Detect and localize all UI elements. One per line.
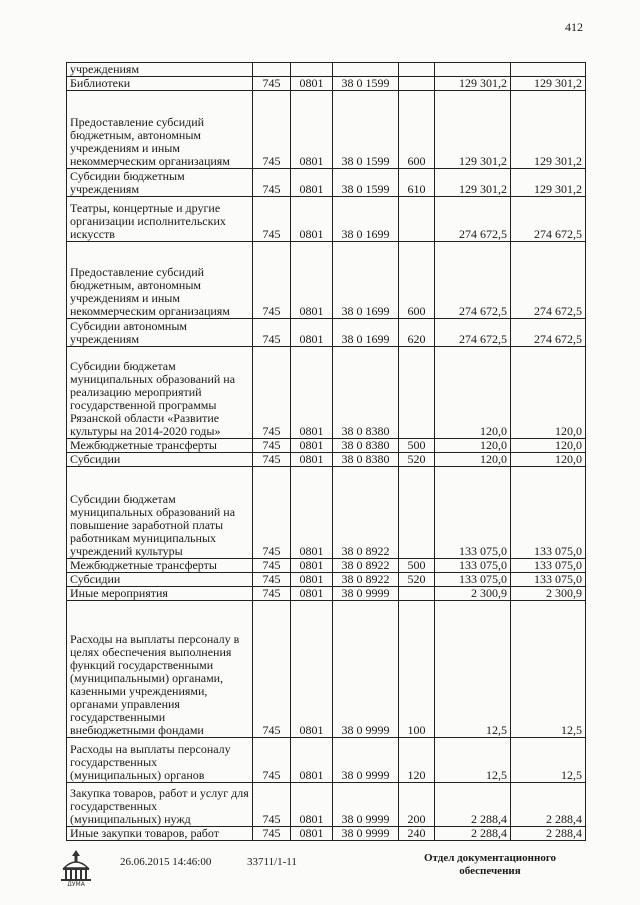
cell-csr: 38 0 8380 [333,439,399,453]
cell-rz: 0801 [291,783,333,827]
footer-department-line2: обеспечения [459,865,521,877]
cell-sum-2015: 2 300,9 [435,587,511,601]
cell-vr: 600 [399,242,435,319]
cell-rz: 0801 [291,738,333,783]
cell-sum-2015: 12,5 [435,738,511,783]
cell-ved: 745 [253,439,291,453]
cell-ved: 745 [253,91,291,169]
cell-rz: 0801 [291,601,333,738]
cell-name: Субсидии бюджетам муниципальных образований на реализацию мероприятий государственной программы Рязанской области «Развитие культуры на 2014-2020 годы» [67,347,253,439]
cell-ved: 745 [253,453,291,467]
cell-rz: 0801 [291,573,333,587]
cell-sum-2015: 12,5 [435,601,511,738]
cell-sum-total [511,63,586,77]
cell-sum-2015: 129 301,2 [435,77,511,91]
cell-rz: 0801 [291,347,333,439]
cell-ved: 745 [253,601,291,738]
cell-sum-total: 274 672,5 [511,319,586,347]
cell-sum-2015: 129 301,2 [435,169,511,197]
cell-vr: 520 [399,573,435,587]
cell-name: Расходы на выплаты персоналу в целях обеспечения выполнения функций государственными (муниципальными) органами, казенными учреждениями, органами управления государственными внебюджетными фондами [67,601,253,738]
cell-sum-total: 2 288,4 [511,827,586,841]
cell-rz: 0801 [291,242,333,319]
cell-sum-2015: 274 672,5 [435,242,511,319]
cell-name: Субсидии бюджетным учреждениям [67,169,253,197]
cell-sum-total: 133 075,0 [511,467,586,559]
cell-csr: 38 0 9999 [333,587,399,601]
cell-vr: 100 [399,601,435,738]
table-row [67,63,586,77]
cell-sum-total: 120,0 [511,347,586,439]
cell-ved: 745 [253,169,291,197]
cell-name: Предоставление субсидий бюджетным, автономным учреждениям и иным некоммерческим организациям [67,91,253,169]
cell-sum-2015: 274 672,5 [435,197,511,242]
emblem-label: ДУМА [67,881,85,886]
cell-sum-total: 133 075,0 [511,573,586,587]
cell-name: Субсидии [67,453,253,467]
cell-name: Межбюджетные трансферты [67,439,253,453]
cell-name: Иные закупки товаров, работ [67,827,253,841]
cell-rz: 0801 [291,169,333,197]
table-row [67,319,586,347]
cell-csr: 38 0 1599 [333,77,399,91]
cell-ved: 745 [253,827,291,841]
cell-sum-2015 [435,63,511,77]
cell-vr [399,467,435,559]
cell-sum-2015: 120,0 [435,439,511,453]
cell-name: Субсидии бюджетам муниципальных образований на повышение заработной платы работникам муниципальных учреждений культуры [67,467,253,559]
cell-sum-total: 133 075,0 [511,559,586,573]
table-row [67,467,586,559]
cell-sum-2015: 120,0 [435,453,511,467]
cell-rz [291,63,333,77]
cell-rz: 0801 [291,559,333,573]
cell-csr: 38 0 1699 [333,197,399,242]
cell-csr: 38 0 8922 [333,467,399,559]
cell-ved: 745 [253,573,291,587]
page-number: 412 [565,20,583,34]
cell-sum-2015: 120,0 [435,347,511,439]
table-row [67,169,586,197]
cell-csr: 38 0 1599 [333,91,399,169]
cell-sum-total: 120,0 [511,453,586,467]
cell-csr: 38 0 9999 [333,783,399,827]
cell-sum-2015: 2 288,4 [435,827,511,841]
cell-csr: 38 0 8922 [333,573,399,587]
cell-sum-total: 274 672,5 [511,242,586,319]
cell-ved: 745 [253,559,291,573]
cell-vr [399,63,435,77]
cell-sum-total: 129 301,2 [511,91,586,169]
cell-vr: 500 [399,559,435,573]
cell-sum-2015: 133 075,0 [435,573,511,587]
cell-sum-2015: 274 672,5 [435,319,511,347]
cell-sum-2015: 129 301,2 [435,91,511,169]
cell-rz: 0801 [291,197,333,242]
cell-csr: 38 0 9999 [333,601,399,738]
table-row [67,242,586,319]
cell-ved: 745 [253,242,291,319]
cell-vr: 610 [399,169,435,197]
footer-doc-number: 33711/1-11 [247,856,297,868]
cell-vr: 120 [399,738,435,783]
cell-rz: 0801 [291,91,333,169]
cell-sum-total: 12,5 [511,738,586,783]
cell-ved: 745 [253,77,291,91]
cell-rz: 0801 [291,827,333,841]
cell-vr: 520 [399,453,435,467]
cell-name: Театры, концертные и другие организации исполнительских искусств [67,197,253,242]
cell-vr [399,197,435,242]
cell-name: Расходы на выплаты персоналу государственных (муниципальных) органов [67,738,253,783]
cell-csr: 38 0 1599 [333,169,399,197]
cell-vr: 240 [399,827,435,841]
cell-rz: 0801 [291,453,333,467]
cell-vr [399,77,435,91]
cell-rz: 0801 [291,319,333,347]
table-row [67,559,586,573]
table-row [67,601,586,738]
cell-csr: 38 0 9999 [333,827,399,841]
cell-rz: 0801 [291,467,333,559]
table-row [67,347,586,439]
footer-department [410,852,570,878]
footer-department-line1: Отдел документационного [423,852,557,864]
cell-name: Закупка товаров, работ и услуг для государственных (муниципальных) нужд [67,783,253,827]
cell-sum-total: 2 288,4 [511,783,586,827]
cell-ved: 745 [253,783,291,827]
cell-csr: 38 0 8380 [333,347,399,439]
cell-csr: 38 0 1699 [333,319,399,347]
cell-vr [399,587,435,601]
budget-table [66,62,586,841]
footer-datetime: 26.06.2015 14:46:00 [120,856,212,868]
cell-name: учреждениям [67,63,253,77]
budget-table-body [67,63,586,841]
cell-ved: 745 [253,587,291,601]
cell-rz: 0801 [291,587,333,601]
cell-ved: 745 [253,738,291,783]
table-row [67,439,586,453]
cell-name: Библиотеки [67,77,253,91]
table-row [67,573,586,587]
cell-rz: 0801 [291,439,333,453]
cell-csr: 38 0 8922 [333,559,399,573]
table-row [67,77,586,91]
table-row [67,197,586,242]
cell-csr [333,63,399,77]
cell-vr: 200 [399,783,435,827]
cell-name: Предоставление субсидий бюджетным, автономным учреждениям и иным некоммерческим организациям [67,242,253,319]
cell-ved: 745 [253,197,291,242]
cell-vr [399,347,435,439]
cell-name: Иные мероприятия [67,587,253,601]
cell-name: Субсидии [67,573,253,587]
cell-ved: 745 [253,467,291,559]
table-row [67,738,586,783]
duma-emblem-icon [58,848,94,886]
cell-rz: 0801 [291,77,333,91]
table-row [67,91,586,169]
cell-sum-total: 129 301,2 [511,169,586,197]
cell-sum-total: 12,5 [511,601,586,738]
cell-vr: 500 [399,439,435,453]
cell-csr: 38 0 9999 [333,738,399,783]
cell-sum-total: 120,0 [511,439,586,453]
cell-ved: 745 [253,319,291,347]
cell-sum-total: 2 300,9 [511,587,586,601]
cell-sum-2015: 2 288,4 [435,783,511,827]
cell-csr: 38 0 1699 [333,242,399,319]
cell-name: Субсидии автономным учреждениям [67,319,253,347]
cell-sum-total: 274 672,5 [511,197,586,242]
table-row [67,453,586,467]
cell-csr: 38 0 8380 [333,453,399,467]
cell-sum-2015: 133 075,0 [435,467,511,559]
cell-sum-2015: 133 075,0 [435,559,511,573]
cell-sum-total: 129 301,2 [511,77,586,91]
cell-ved: 745 [253,347,291,439]
table-row [67,783,586,827]
table-row [67,587,586,601]
cell-ved [253,63,291,77]
cell-name: Межбюджетные трансферты [67,559,253,573]
cell-vr: 620 [399,319,435,347]
table-row [67,827,586,841]
cell-vr: 600 [399,91,435,169]
